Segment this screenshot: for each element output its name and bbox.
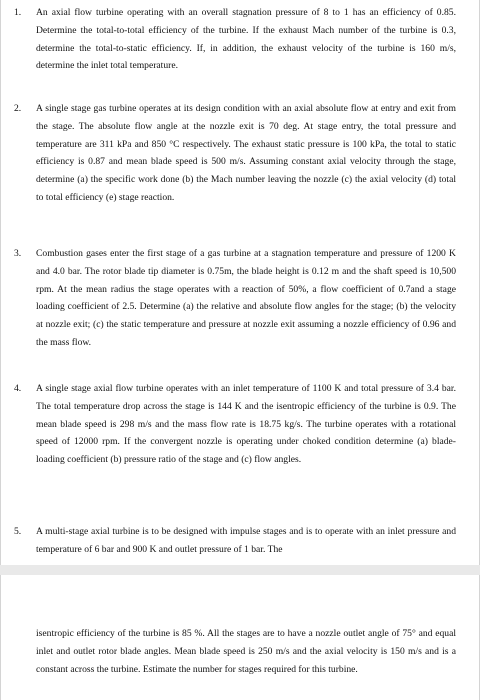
question-text: A single stage axial flow turbine operates with an inlet temperature of 1100 K and total pressure of 3.4 bar. The total temperature drop across the stage is 144 K and the isentropic efficiency of the turbine is 0.9. The mean blade speed is 298 m/s and the mass flow rate is 18.75 kg/s. The turbine operates with a rotational speed of 12000 rpm. If the convergent nozzle is operating under choked condition determine (a) blade-loading coefficient (b) pressure ratio of the stage and (c) flow angles. [36, 383, 456, 466]
question-text: An axial flow turbine operating with an overall stagnation pressure of 8 to 1 has an efficiency of 0.85. Determine the total-to-total efficiency of the turbine. If the exhaust Mach number of the turbine is 0.3, determine the total-to-static efficiency. If, in addition, the exhaust velocity of the turbine is 160 m/s, determine the inlet total temperature. [36, 7, 456, 72]
question-text: A single stage gas turbine operates at its design condition with an axial absolute flow at entry and exit from the stage. The absolute flow angle at the nozzle exit is 70 deg. At stage entry, the total pressure and temperature are 311 kPa and 850 °C respectively. The exhaust static pressure is 100 kPa, the total to static efficiency is 0.87 and mean blade speed is 500 m/s. Assuming constant axial velocity through the stage, determine (a) the specific work done (b) the Mach number leaving the nozzle (c) the axial velocity (d) total to total efficiency (e) stage reaction. [36, 103, 456, 203]
question-number: 2. [14, 103, 22, 114]
question-text: A multi-stage axial turbine is to be designed with impulse stages and is to operate with an inlet pressure and temperature of 6 bar and 900 K and outlet pressure of 1 bar. The [36, 526, 456, 555]
document-page-2 [0, 575, 480, 700]
question-text: Combustion gases enter the first stage of a gas turbine at a stagnation temperature and pressure of 1200 K and 4.0 bar. The rotor blade tip diameter is 0.75m, the blade height is 0.12 m and the shaft speed is 10,500 rpm. At the mean radius the stage operates with a reaction of 50%, a flow coefficient of 0.7and a stage loading coefficient of 2.5. Determine (a) the relative and absolute flow angles for the stage; (b) the velocity at nozzle exit; (c) the static temperature and pressure at nozzle exit assuming a nozzle efficiency of 0.96 and the mass flow. [36, 248, 456, 348]
question-2 [14, 100, 456, 207]
question-1 [14, 4, 456, 75]
question-4 [14, 380, 456, 469]
question-number: 3. [14, 248, 22, 259]
question-5-continuation [36, 625, 456, 678]
question-number: 1. [14, 7, 22, 18]
question-3 [14, 245, 456, 352]
page-gap [0, 565, 480, 575]
question-text: isentropic efficiency of the turbine is 85 %. All the stages are to have a nozzle outlet angle of 75° and equal inlet and outlet rotor blade angles. Mean blade speed is 250 m/s and the axial velocity is 150 m/s and is a constant across the turbine. Estimate the number for stages required for this turbine. [36, 628, 456, 675]
question-5 [14, 523, 456, 559]
question-number: 5. [14, 526, 22, 537]
question-number: 4. [14, 383, 22, 394]
